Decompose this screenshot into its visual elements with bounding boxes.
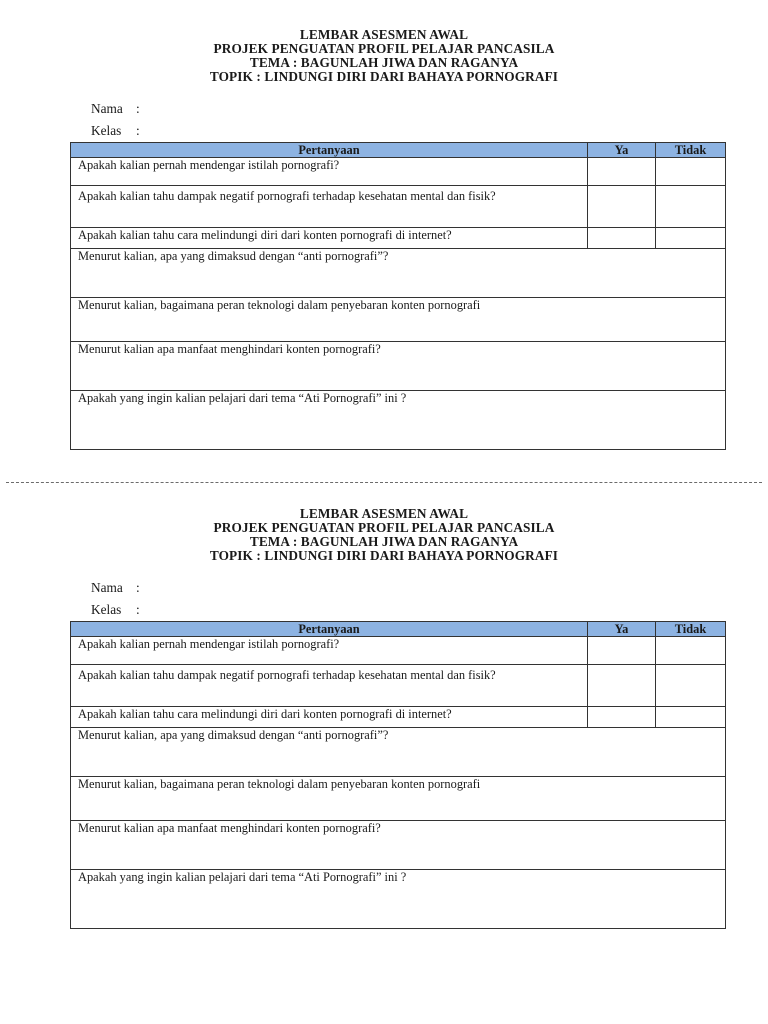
header-question: Pertanyaan [71, 143, 588, 158]
name-label: Nama [91, 580, 123, 595]
identity-fields [91, 98, 768, 142]
class-colon: : [136, 602, 140, 617]
question-text: Apakah kalian tahu cara melindungi diri dari konten pornografi di internet? [71, 707, 588, 728]
sheet-project: PROJEK PENGUATAN PROFIL PELAJAR PANCASILA [213, 520, 555, 535]
yes-checkbox-cell[interactable] [588, 665, 656, 707]
class-label: Kelas [91, 602, 122, 617]
assessment-sheet-2 [0, 506, 768, 884]
question-text: Apakah kalian tahu dampak negatif pornografi terhadap kesehatan mental dan fisik? [71, 665, 588, 707]
questionnaire-table [70, 621, 726, 929]
no-checkbox-cell[interactable] [656, 707, 726, 728]
question-text: Apakah kalian tahu dampak negatif pornografi terhadap kesehatan mental dan fisik? [71, 186, 588, 228]
table-row[interactable] [71, 728, 726, 777]
no-checkbox-cell[interactable] [656, 158, 726, 186]
no-checkbox-cell[interactable] [656, 228, 726, 249]
name-field[interactable] [91, 577, 768, 599]
class-colon: : [136, 123, 140, 138]
header-yes: Ya [588, 622, 656, 637]
cut-line-divider [6, 482, 762, 483]
table-row[interactable] [71, 777, 726, 821]
name-label: Nama [91, 101, 123, 116]
name-field[interactable] [91, 98, 768, 120]
open-question: Menurut kalian, bagaimana peran teknologi dalam penyebaran konten pornografi [71, 298, 726, 342]
question-text: Apakah kalian tahu cara melindungi diri dari konten pornografi di internet? [71, 228, 588, 249]
no-checkbox-cell[interactable] [656, 186, 726, 228]
assessment-sheet-1 [0, 27, 768, 405]
question-text: Apakah kalian pernah mendengar istilah pornografi? [71, 158, 588, 186]
table-row[interactable] [71, 391, 726, 450]
sheet-theme: TEMA : BAGUNLAH JIWA DAN RAGANYA [249, 534, 519, 549]
yes-checkbox-cell[interactable] [588, 228, 656, 249]
open-question: Menurut kalian, apa yang dimaksud dengan “anti pornografi”? [71, 728, 726, 777]
class-label: Kelas [91, 123, 122, 138]
table-row[interactable] [71, 342, 726, 391]
questionnaire-table [70, 142, 726, 450]
sheet-title: LEMBAR ASESMEN AWAL [299, 27, 469, 42]
header-no: Tidak [656, 143, 726, 158]
sheet-topic: TOPIK : LINDUNGI DIRI DARI BAHAYA PORNOGRAFI [209, 69, 559, 84]
class-field[interactable] [91, 120, 768, 142]
table-row[interactable] [71, 870, 726, 929]
open-question: Apakah yang ingin kalian pelajari dari tema “Ati Pornografi” ini ? [71, 870, 726, 929]
open-question: Menurut kalian, apa yang dimaksud dengan “anti pornografi”? [71, 249, 726, 298]
sheet-header [0, 507, 768, 563]
yes-checkbox-cell[interactable] [588, 186, 656, 228]
no-checkbox-cell[interactable] [656, 665, 726, 707]
open-question: Menurut kalian, bagaimana peran teknologi dalam penyebaran konten pornografi [71, 777, 726, 821]
question-text: Apakah kalian pernah mendengar istilah pornografi? [71, 637, 588, 665]
table-row [71, 665, 726, 707]
open-question: Apakah yang ingin kalian pelajari dari tema “Ati Pornografi” ini ? [71, 391, 726, 450]
no-checkbox-cell[interactable] [656, 637, 726, 665]
header-no: Tidak [656, 622, 726, 637]
yes-checkbox-cell[interactable] [588, 158, 656, 186]
yes-checkbox-cell[interactable] [588, 637, 656, 665]
table-row[interactable] [71, 249, 726, 298]
header-yes: Ya [588, 143, 656, 158]
table-header-row [71, 622, 726, 637]
open-question: Menurut kalian apa manfaat menghindari konten pornografi? [71, 821, 726, 870]
yes-checkbox-cell[interactable] [588, 707, 656, 728]
open-question: Menurut kalian apa manfaat menghindari konten pornografi? [71, 342, 726, 391]
name-colon: : [136, 580, 140, 595]
name-colon: : [136, 101, 140, 116]
table-row[interactable] [71, 298, 726, 342]
identity-fields [91, 577, 768, 621]
sheet-header [0, 28, 768, 84]
table-row [71, 228, 726, 249]
sheet-title: LEMBAR ASESMEN AWAL [299, 506, 469, 521]
class-field[interactable] [91, 599, 768, 621]
table-row[interactable] [71, 821, 726, 870]
sheet-project: PROJEK PENGUATAN PROFIL PELAJAR PANCASILA [213, 41, 555, 56]
header-question: Pertanyaan [71, 622, 588, 637]
sheet-topic: TOPIK : LINDUNGI DIRI DARI BAHAYA PORNOGRAFI [209, 548, 559, 563]
table-row [71, 158, 726, 186]
table-row [71, 186, 726, 228]
sheet-theme: TEMA : BAGUNLAH JIWA DAN RAGANYA [249, 55, 519, 70]
table-header-row [71, 143, 726, 158]
table-row [71, 707, 726, 728]
table-row [71, 637, 726, 665]
